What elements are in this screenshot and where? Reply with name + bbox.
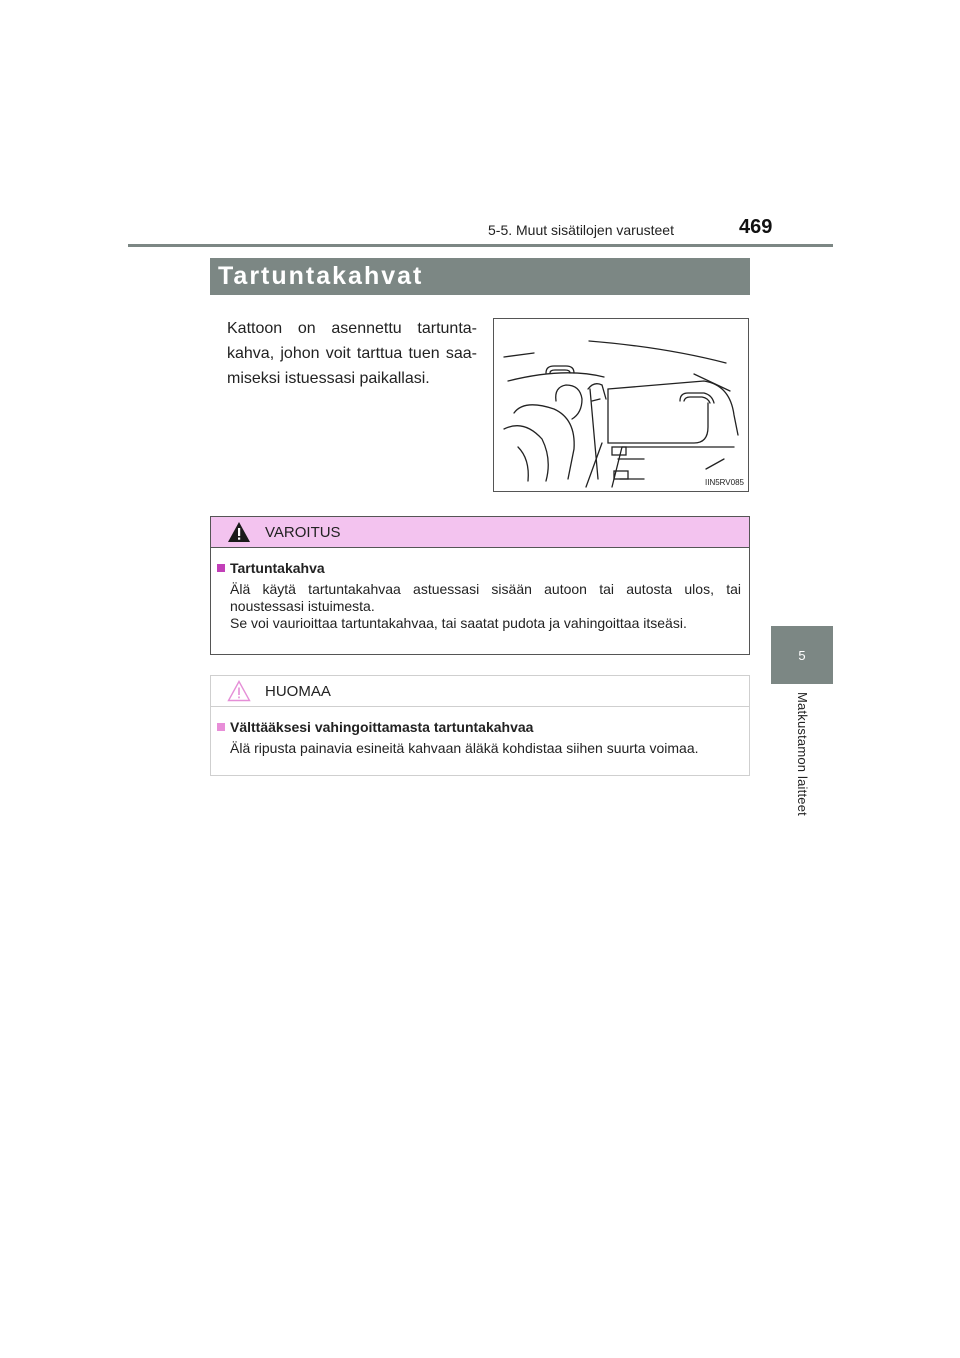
warning-box bbox=[210, 516, 750, 655]
chapter-title: Matkustamon laitteet bbox=[795, 692, 810, 816]
chapter-number: 5 bbox=[798, 647, 806, 663]
page-number: 469 bbox=[739, 216, 773, 238]
section-title: Tartuntakahvat bbox=[210, 258, 750, 295]
notice-text-1: Älä ripusta painavia esineitä kahvaan äläkä kohdistaa siihen suurta voimaa. bbox=[230, 740, 699, 756]
header-rule bbox=[128, 244, 833, 247]
chapter-tab bbox=[771, 626, 833, 684]
section-body: Kattoon on asennettu tartunta-kahva, johon voit tarttua tuen saa-miseksi istuessasi paikallasi. bbox=[227, 320, 477, 387]
notice-item-title-text: Välttääksesi vahingoittamasta tartuntakahvaa bbox=[230, 719, 534, 735]
notice-item bbox=[211, 707, 749, 757]
page-header-section: 5-5. Muut sisätilojen varusteet bbox=[488, 222, 674, 238]
warning-item bbox=[211, 548, 749, 632]
caution-triangle-icon bbox=[227, 680, 251, 702]
warning-item-title bbox=[217, 560, 741, 576]
car-interior-illustration bbox=[494, 319, 750, 493]
notice-header bbox=[211, 676, 749, 707]
warning-triangle-icon bbox=[227, 521, 251, 543]
warning-item-title-text: Tartuntakahva bbox=[230, 560, 325, 576]
bullet-square-icon bbox=[217, 723, 225, 731]
notice-item-text bbox=[230, 740, 741, 757]
warning-header bbox=[211, 517, 749, 548]
warning-text-1: Älä käytä tartuntakahvaa astuessasi sisään autoon tai autosta ulos, tai noustessasi istuimesta. bbox=[230, 581, 741, 614]
warning-text-2: Se voi vaurioittaa tartuntakahvaa, tai saatat pudota ja vahingoittaa itseäsi. bbox=[230, 615, 687, 631]
grab-handle-figure bbox=[493, 318, 749, 492]
notice-item-title bbox=[217, 719, 741, 735]
warning-item-text bbox=[230, 581, 741, 632]
bullet-square-icon bbox=[217, 564, 225, 572]
notice-box bbox=[210, 675, 750, 776]
figure-code: IIN5RV085 bbox=[705, 478, 744, 487]
notice-heading: HUOMAA bbox=[265, 682, 331, 700]
warning-heading: VAROITUS bbox=[265, 523, 341, 541]
